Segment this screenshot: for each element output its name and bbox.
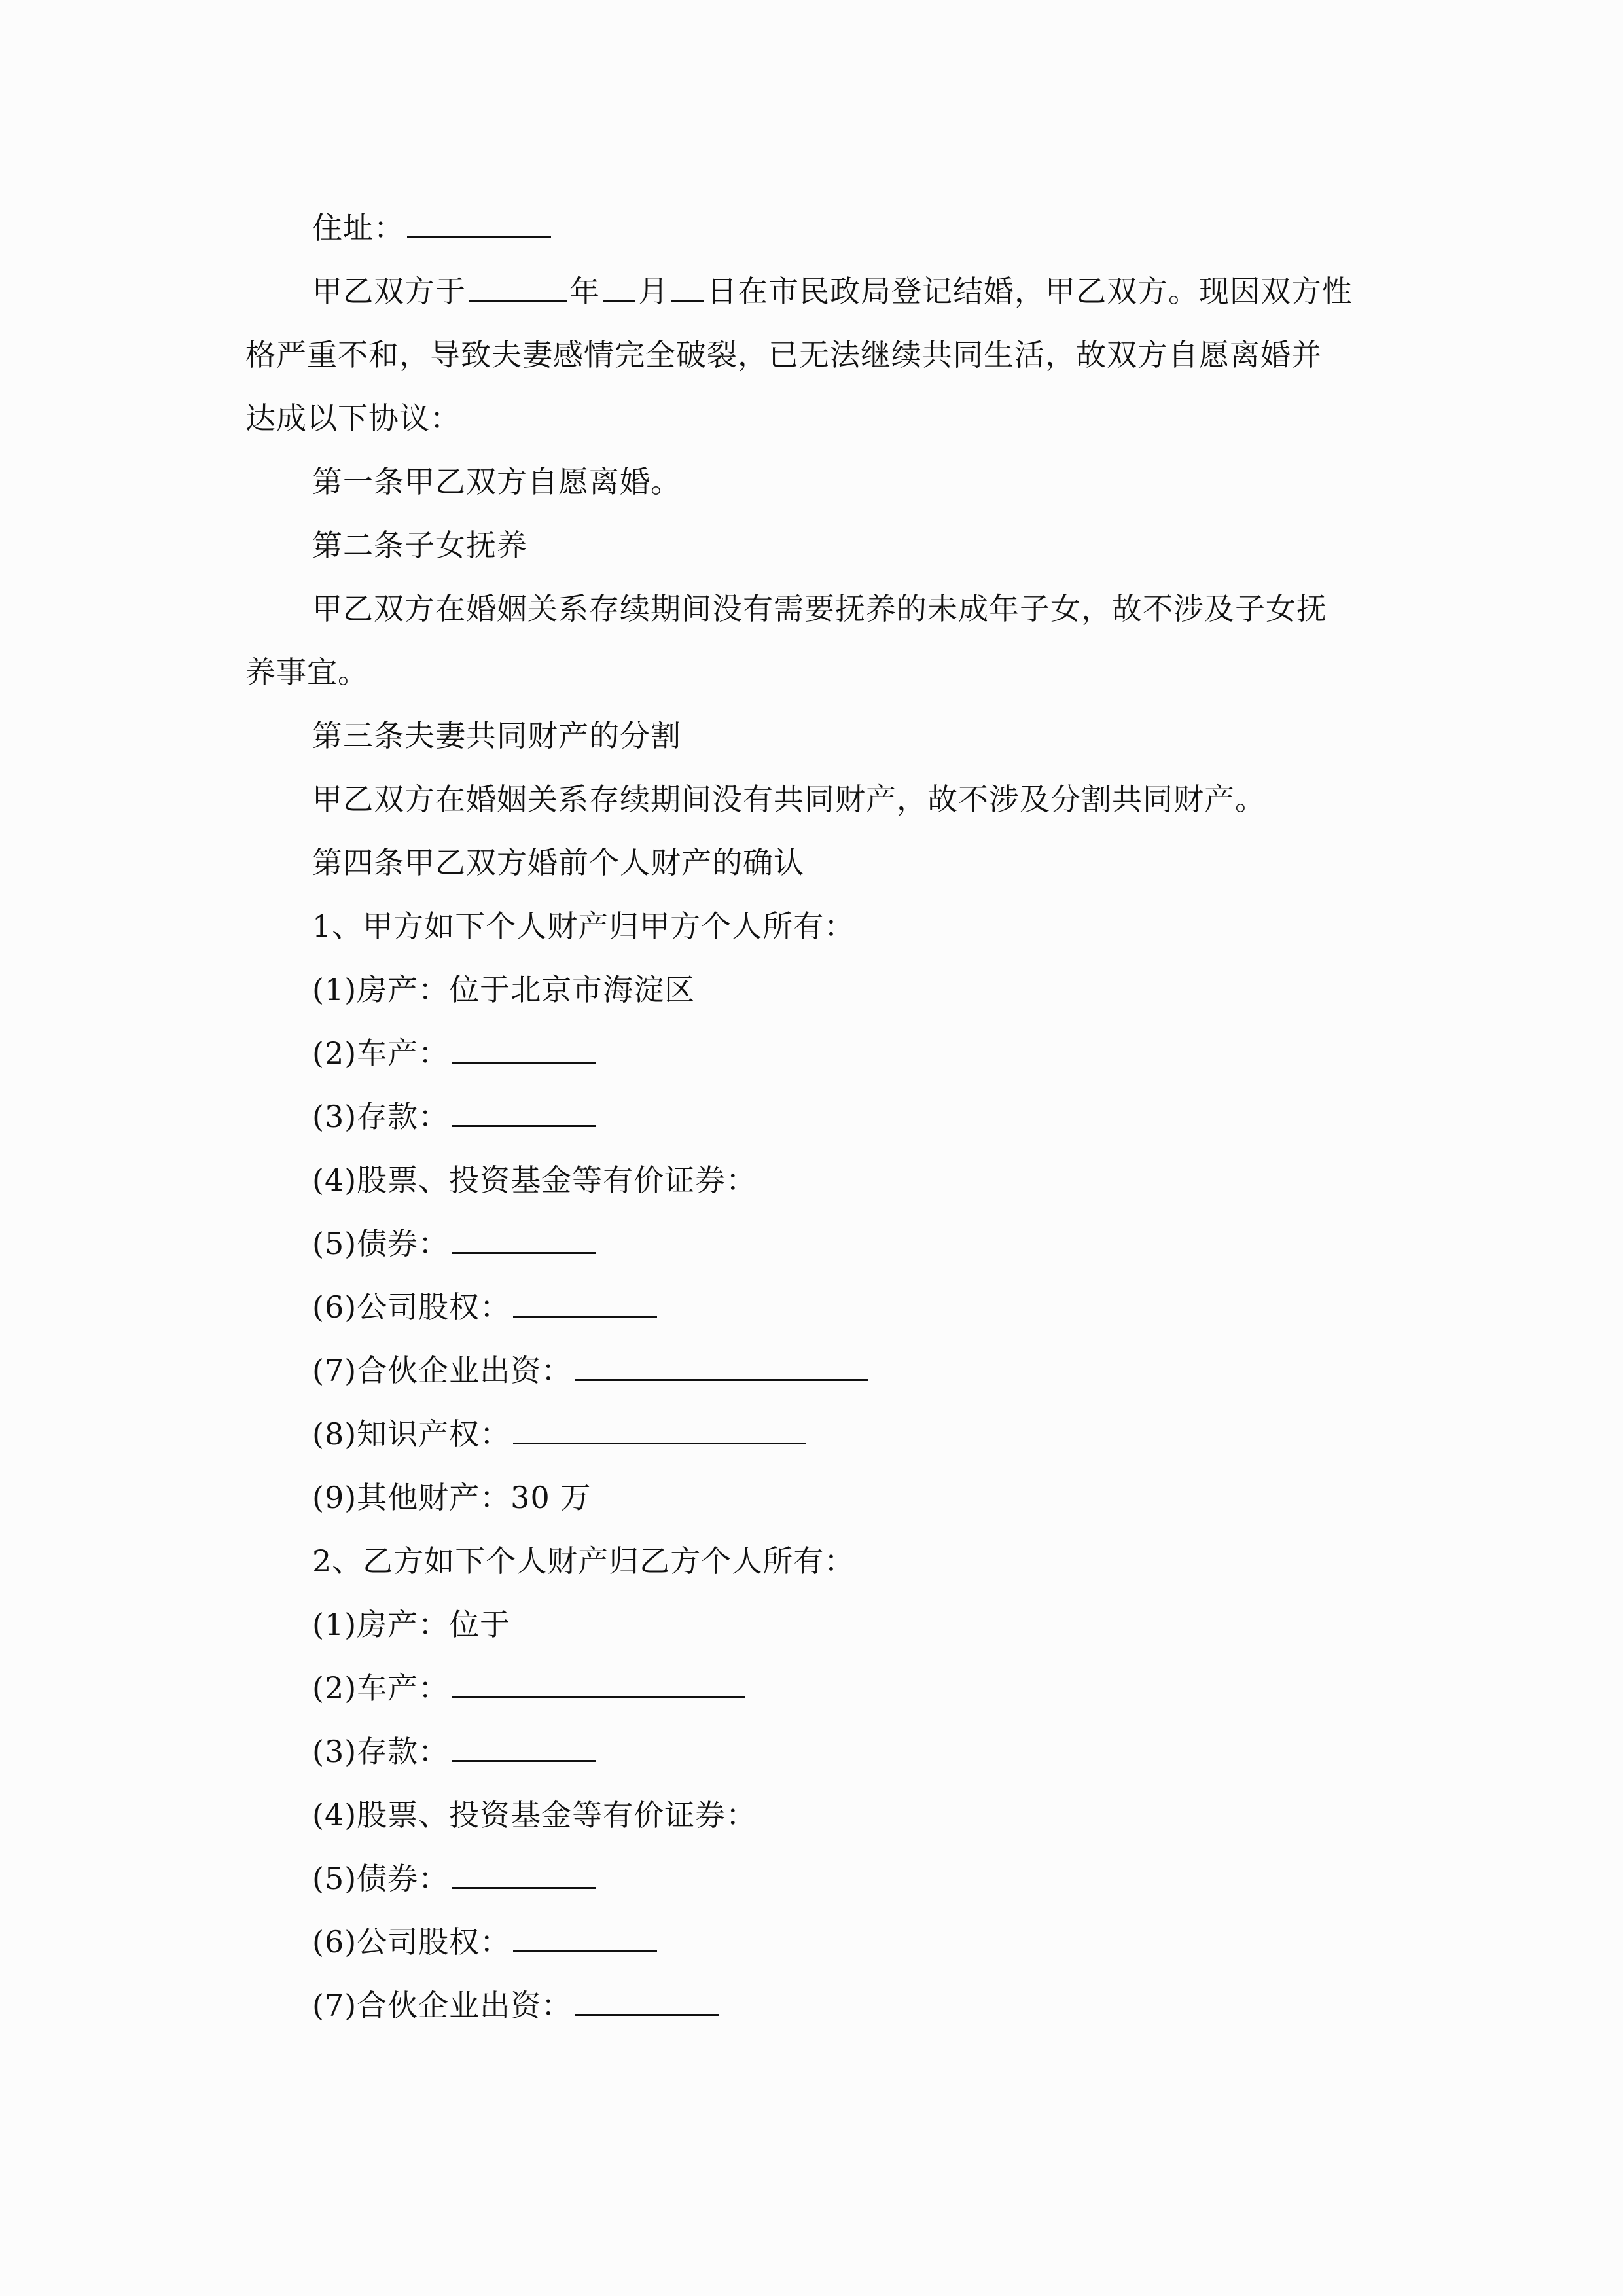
item-value: 30 万 bbox=[510, 1480, 592, 1515]
party-a-item-1 bbox=[312, 970, 695, 1009]
item-label: (1)房产： bbox=[312, 972, 450, 1007]
article-3-title: 第三条夫妻共同财产的分割 bbox=[312, 718, 681, 753]
party-b-item-3 bbox=[312, 1732, 598, 1771]
party-a-item-7 bbox=[312, 1351, 870, 1390]
item-blank[interactable] bbox=[452, 1035, 596, 1064]
item-label: (9)其他财产： bbox=[312, 1480, 511, 1515]
party-b-item-6 bbox=[312, 1922, 660, 1962]
item-label: (2)车产： bbox=[312, 1035, 450, 1071]
item-blank[interactable] bbox=[452, 1226, 596, 1254]
item-label: (7)合伙企业出资： bbox=[312, 1353, 573, 1388]
year-label: 年 bbox=[569, 274, 600, 309]
item-blank[interactable] bbox=[452, 1861, 596, 1889]
party-a-item-2 bbox=[312, 1033, 598, 1073]
day-blank[interactable] bbox=[671, 274, 704, 302]
article-2-title: 第二条子女抚养 bbox=[312, 528, 527, 563]
party-b-item-1 bbox=[312, 1605, 510, 1644]
address-blank[interactable] bbox=[407, 210, 551, 238]
party-a-item-9 bbox=[312, 1478, 591, 1517]
party-b-item-7 bbox=[312, 1986, 721, 2025]
party-b-item-4 bbox=[312, 1795, 757, 1835]
party-a-item-4 bbox=[312, 1160, 757, 1200]
item-blank[interactable] bbox=[575, 1988, 719, 2016]
item-label: (8)知识产权： bbox=[312, 1416, 511, 1452]
item-label: (5)债券： bbox=[312, 1861, 450, 1896]
item-label: (6)公司股权： bbox=[312, 1924, 511, 1960]
party-b-heading: 2、乙方如下个人财产归乙方个人所有： bbox=[312, 1543, 855, 1579]
item-label: (3)存款： bbox=[312, 1734, 450, 1769]
article-4-title: 第四条甲乙双方婚前个人财产的确认 bbox=[312, 845, 804, 880]
item-blank[interactable] bbox=[575, 1353, 868, 1381]
article-2-body-line-1: 甲乙双方在婚姻关系存续期间没有需要抚养的未成年子女，故不涉及子女抚 bbox=[312, 591, 1327, 626]
item-value: 位于北京市海淀区 bbox=[449, 972, 696, 1007]
item-blank[interactable] bbox=[513, 1289, 657, 1318]
address-label: 住址： bbox=[312, 210, 404, 245]
article-3-body: 甲乙双方在婚姻关系存续期间没有共同财产，故不涉及分割共同财产。 bbox=[312, 781, 1266, 817]
marriage-paragraph-line-2: 格严重不和，导致夫妻感情完全破裂，已无法继续共同生活，故双方自愿离婚并 bbox=[245, 337, 1322, 372]
item-blank[interactable] bbox=[452, 1734, 596, 1762]
party-a-item-3 bbox=[312, 1097, 598, 1136]
item-blank[interactable] bbox=[513, 1416, 806, 1444]
party-a-heading: 1、甲方如下个人财产归甲方个人所有： bbox=[312, 908, 855, 944]
item-label: (5)债券： bbox=[312, 1226, 450, 1261]
marriage-text-cont: 日在市民政局登记结婚，甲乙双方。现因双方性 bbox=[707, 274, 1353, 309]
item-label: (2)车产： bbox=[312, 1670, 450, 1706]
article-1: 第一条甲乙双方自愿离婚。 bbox=[312, 464, 681, 499]
item-blank[interactable] bbox=[452, 1099, 596, 1127]
article-2-body-line-2: 养事宜。 bbox=[245, 655, 368, 690]
item-label: (3)存款： bbox=[312, 1099, 450, 1134]
party-b-item-2 bbox=[312, 1668, 747, 1708]
month-label: 月 bbox=[638, 274, 669, 309]
marriage-paragraph-line-3: 达成以下协议： bbox=[245, 401, 461, 436]
party-a-item-5 bbox=[312, 1224, 598, 1263]
item-label: (1)房产： bbox=[312, 1607, 450, 1642]
party-a-item-6 bbox=[312, 1287, 660, 1327]
marriage-paragraph-line-1 bbox=[312, 272, 1353, 311]
address-line bbox=[312, 208, 554, 247]
party-a-item-8 bbox=[312, 1414, 809, 1454]
item-label: (6)公司股权： bbox=[312, 1289, 511, 1325]
year-blank[interactable] bbox=[469, 274, 567, 302]
item-blank[interactable] bbox=[513, 1924, 657, 1952]
item-label: (4)股票、投资基金等有价证券： bbox=[312, 1162, 757, 1198]
party-b-item-5 bbox=[312, 1859, 598, 1898]
item-label: (7)合伙企业出资： bbox=[312, 1988, 573, 2023]
marriage-text: 甲乙双方于 bbox=[312, 274, 466, 309]
item-blank[interactable] bbox=[452, 1670, 745, 1698]
month-blank[interactable] bbox=[603, 274, 635, 302]
item-label: (4)股票、投资基金等有价证券： bbox=[312, 1797, 757, 1833]
item-value: 位于 bbox=[449, 1607, 511, 1642]
